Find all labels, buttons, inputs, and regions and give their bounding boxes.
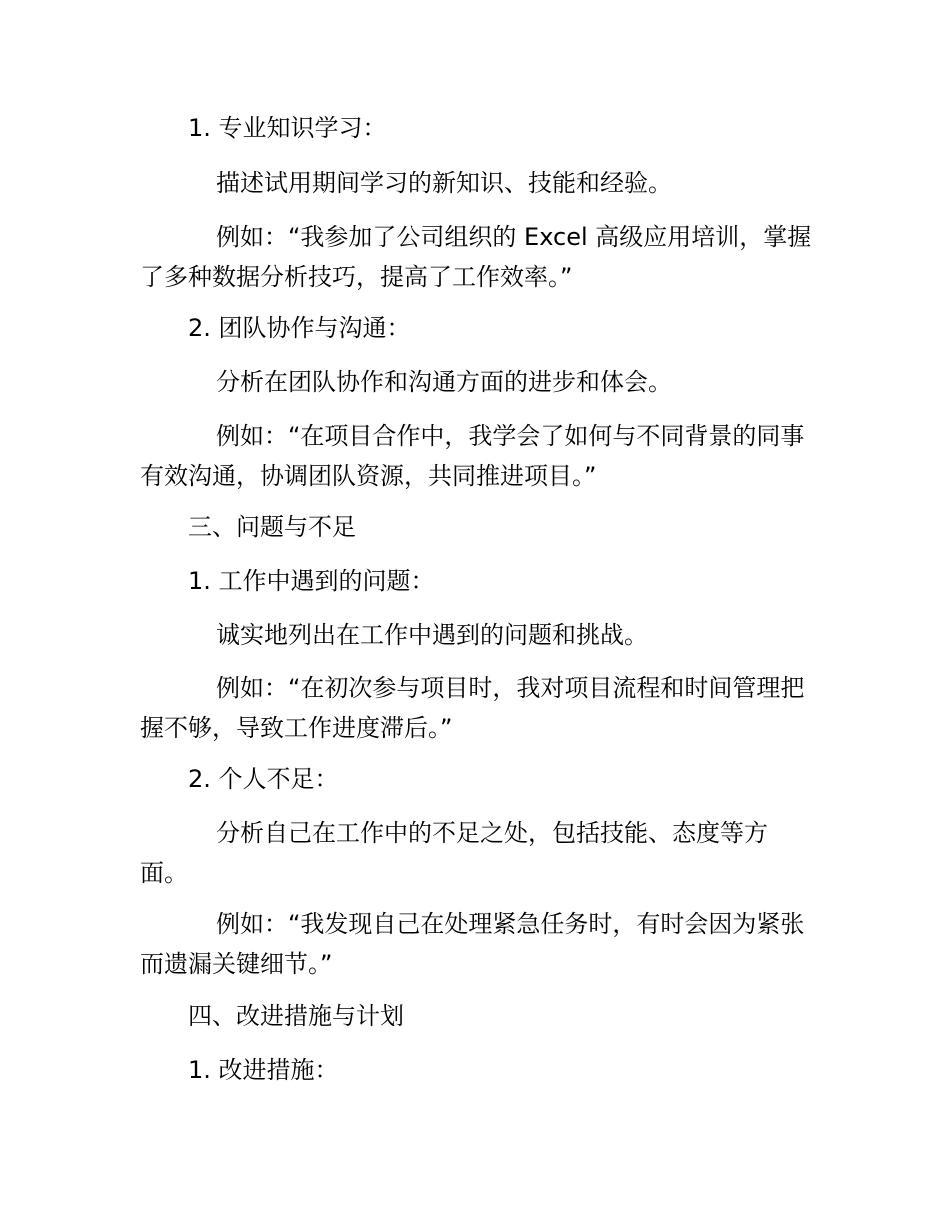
body-paragraph: 分析在团队协作和沟通方面的进步和体会。 [216, 368, 672, 396]
body-paragraph: 诚实地列出在工作中遇到的问题和挑战。 [216, 621, 648, 649]
body-paragraph: 描述试用期间学习的新知识、技能和经验。 [216, 169, 672, 197]
example-paragraph: 例如：“我参加了公司组织的 Excel 高级应用培训，掌握了多种数据分析技巧，提高了工作效率。” [140, 223, 812, 291]
section-heading-improvement: 四、改进措施与计划 [188, 1002, 404, 1030]
section-heading-problems: 三、问题与不足 [188, 513, 356, 541]
example-paragraph: 例如：“我发现自己在处理紧急任务时，有时会因为紧张而遗漏关键细节。” [140, 910, 805, 978]
example-paragraph: 例如：“在初次参与项目时，我对项目流程和时间管理把握不够，导致工作进度滞后。” [140, 674, 805, 742]
heading-work-problems: 1. 工作中遇到的问题： [188, 567, 435, 595]
example-paragraph: 例如：“在项目合作中，我学会了如何与不同背景的同事有效沟通，协调团队资源，共同推进项目。” [140, 422, 805, 490]
heading-teamwork: 2. 团队协作与沟通： [188, 314, 411, 342]
heading-improvement-measures: 1. 改进措施： [188, 1056, 339, 1084]
heading-professional-learning: 1. 专业知识学习： [188, 114, 387, 142]
heading-personal-shortcomings: 2. 个人不足： [188, 765, 339, 793]
body-paragraph: 分析自己在工作中的不足之处，包括技能、态度等方面。 [140, 819, 768, 887]
